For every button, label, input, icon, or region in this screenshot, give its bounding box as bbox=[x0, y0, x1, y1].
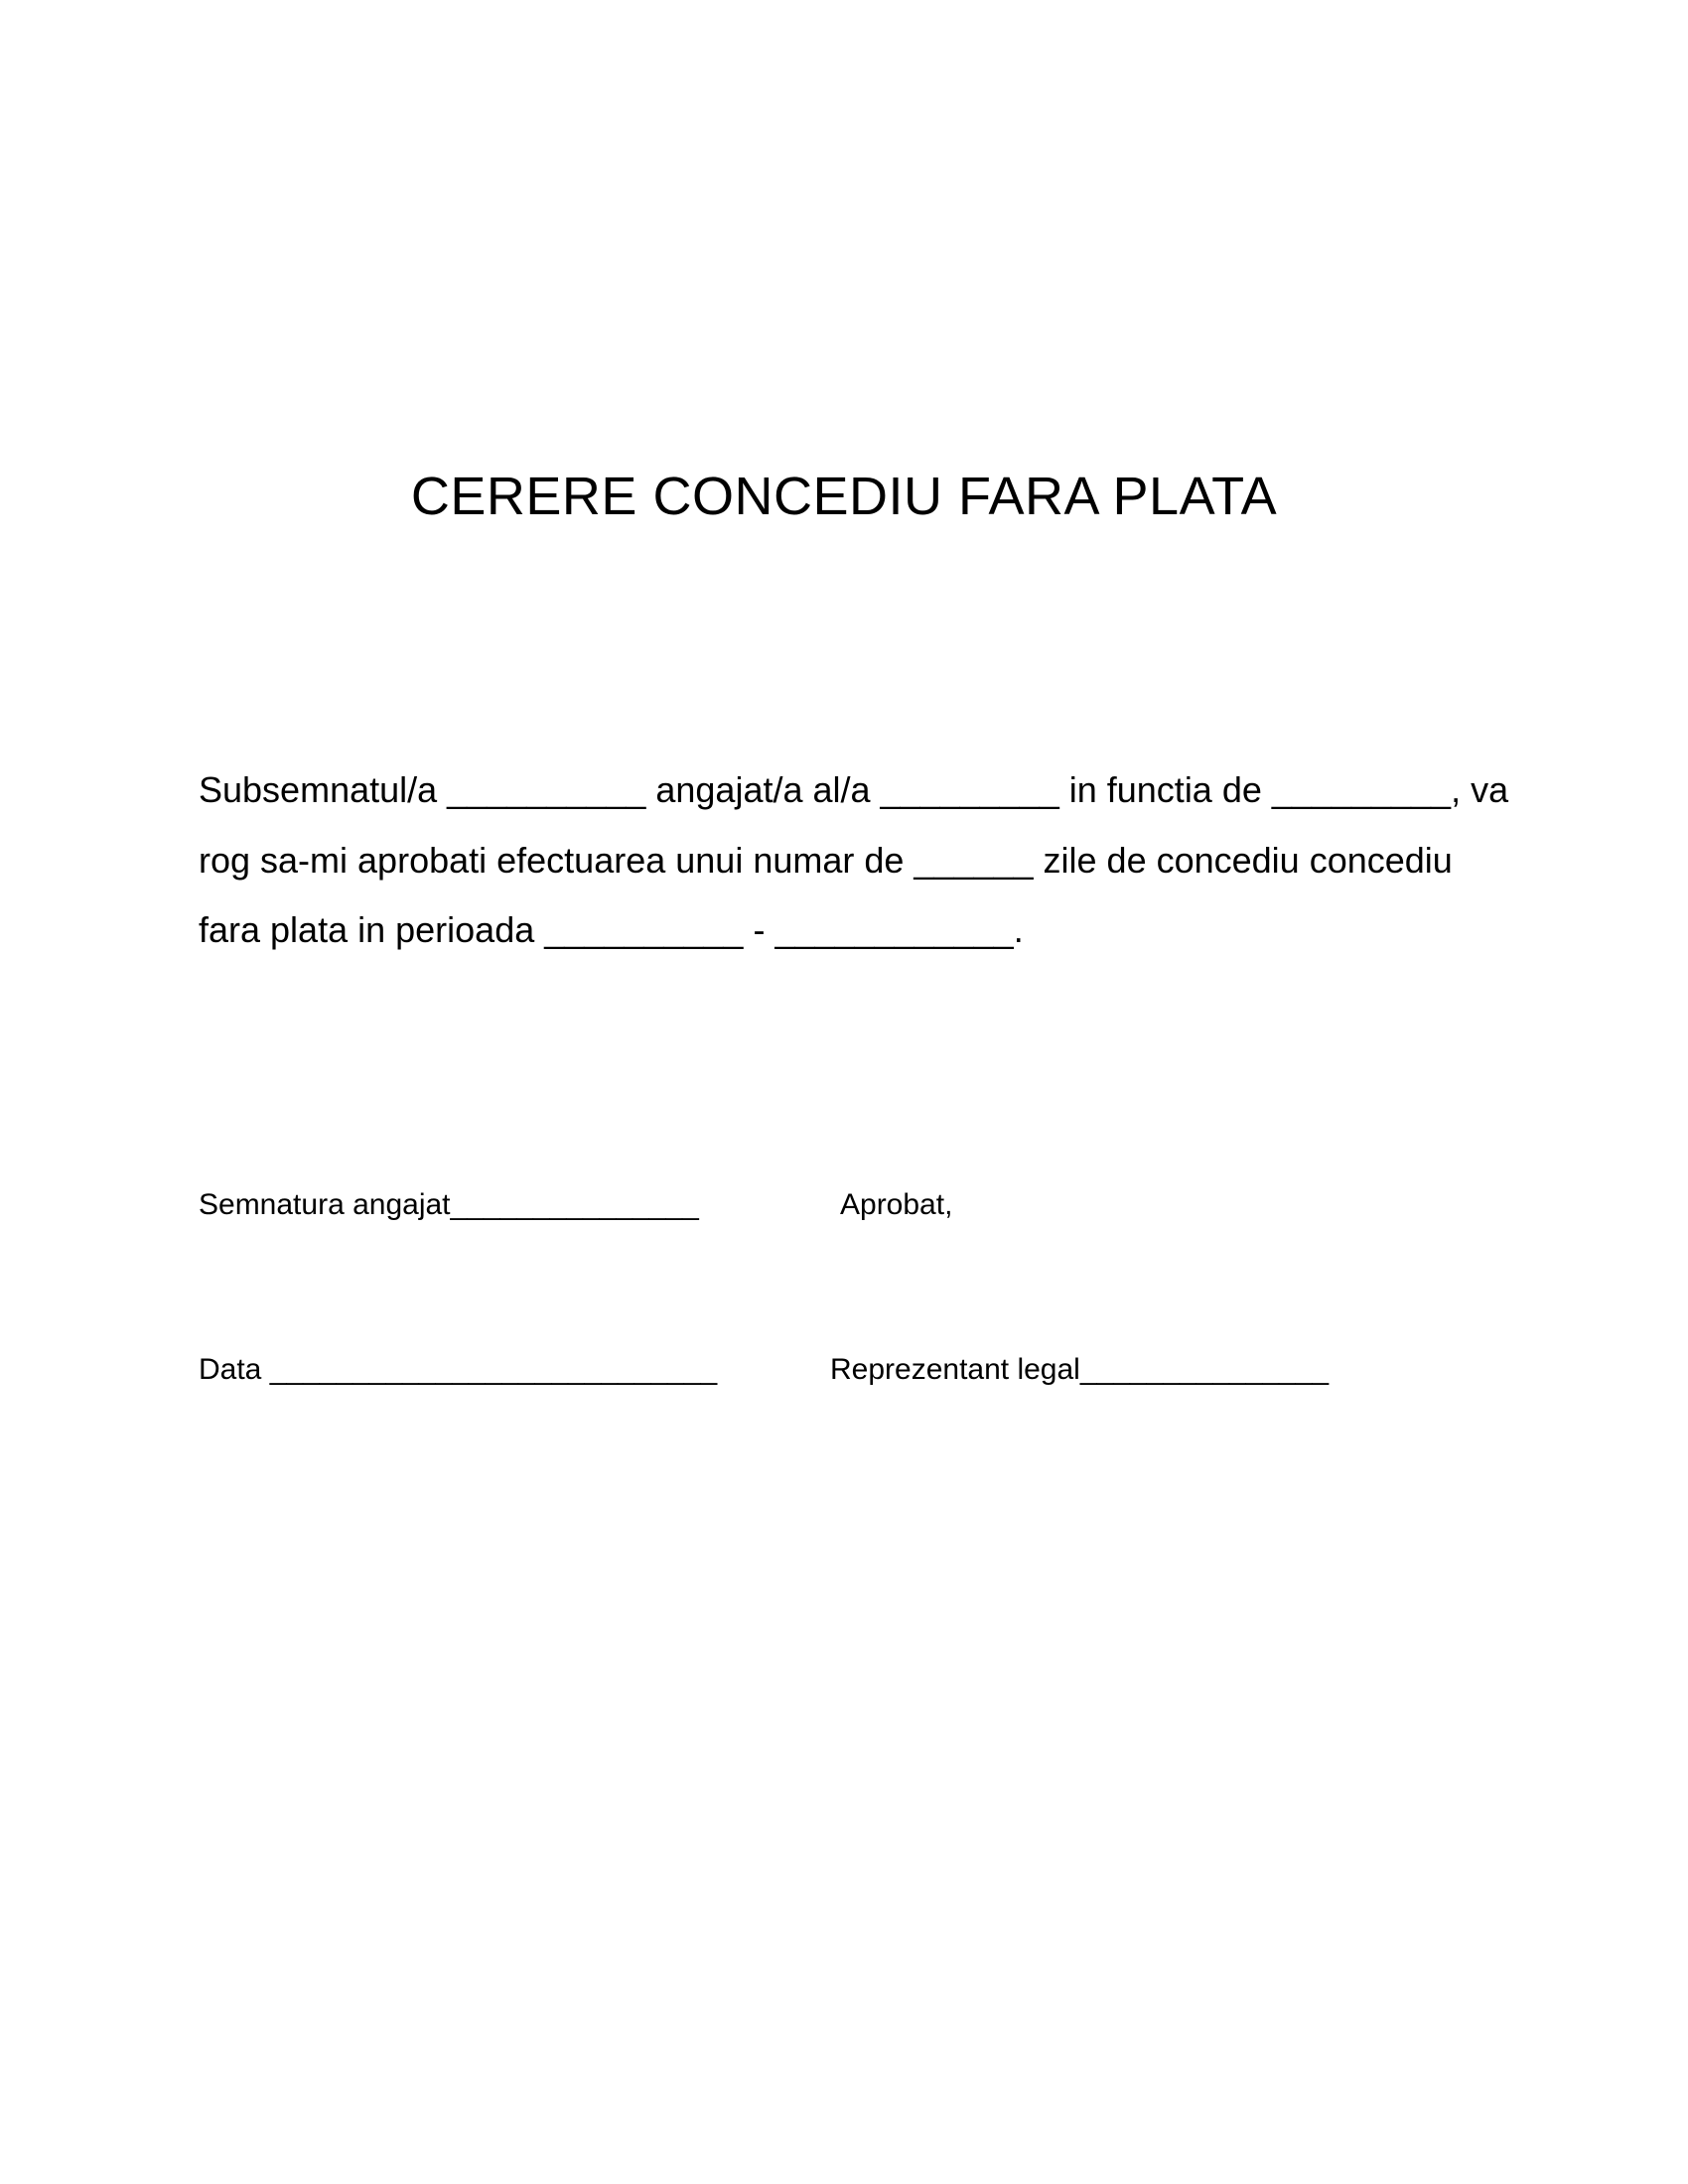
request-text-line-1: Subsemnatul/a __________ angajat/a al/a _________ in functia de _________, va bbox=[199, 769, 1509, 810]
legal-representative-field: Reprezentant legal_______________ bbox=[830, 1353, 1330, 1386]
request-text-line-2: rog sa-mi aprobati efectuarea unui numar de ______ zile de concediu concediu bbox=[199, 840, 1453, 881]
date-field: Data ___________________________ bbox=[199, 1353, 718, 1386]
request-text-line-3: fara plata in perioada __________ - ____________. bbox=[199, 909, 1024, 950]
document-title: CERERE CONCEDIU FARA PLATA bbox=[410, 467, 1278, 526]
employee-signature-field: Semnatura angajat_______________ bbox=[199, 1188, 699, 1221]
approved-label: Aprobat, bbox=[840, 1188, 953, 1221]
